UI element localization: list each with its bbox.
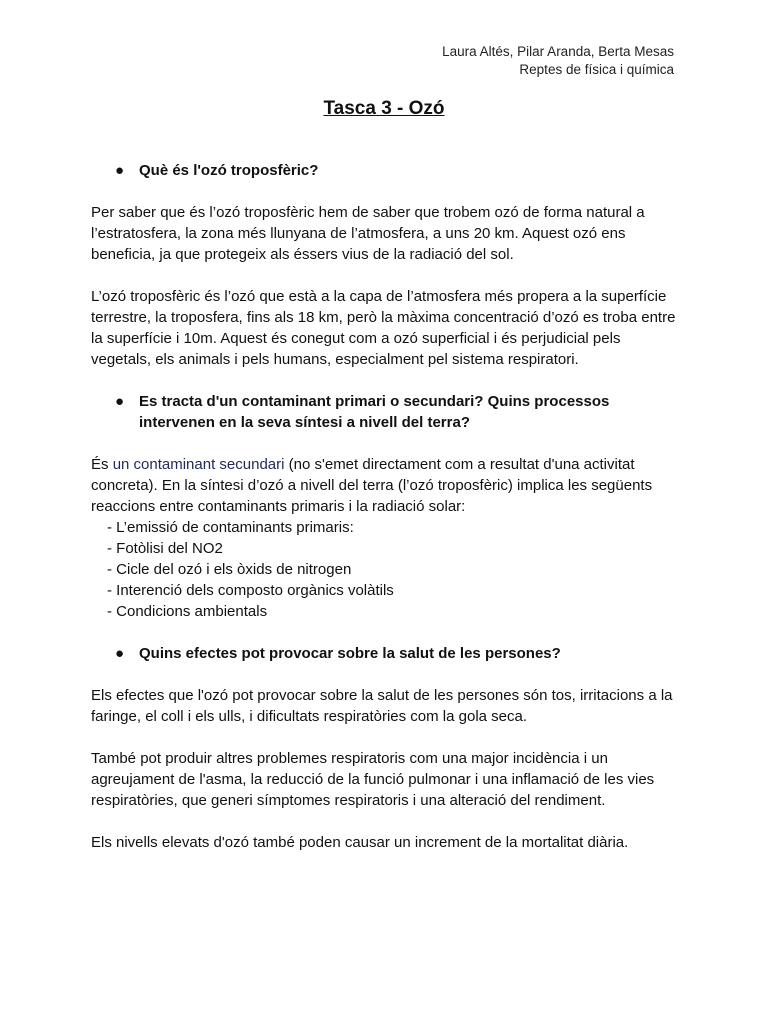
reaction-list: [91, 517, 681, 622]
section-2-answer: [91, 454, 681, 517]
section-3-paragraph-2: També pot produir altres problemes respiratoris com una major incidència i un agreujament de l'asma, la reducció de la funció pulmonar i una inflamació de les vies respiratòries, que generi símptomes respiratoris i una alteració del rendiment.: [91, 750, 655, 809]
list-item: - Condicions ambientals: [107, 603, 268, 620]
answer-link[interactable]: un contaminant secundari: [112, 456, 285, 473]
list-item: - Interenció dels composto orgànics volàtils: [107, 582, 394, 599]
list-item: - Cicle del ozó i els òxids de nitrogen: [107, 561, 352, 578]
bullet-icon: ●: [115, 645, 125, 662]
answer-prefix: És: [91, 456, 113, 473]
question-2: [91, 391, 681, 433]
question-1-text: Què és l'ozó troposfèric?: [139, 162, 319, 179]
section-3-paragraph-1: Els efectes que l'ozó pot provocar sobre la salut de les persones són tos, irritacions a la faringe, el coll i els ulls, i dificultats respiratòries com la gola seca.: [91, 687, 673, 725]
section-3-paragraph-3: Els nivells elevats d'ozó també poden causar un increment de la mortalitat diària.: [91, 834, 629, 851]
list-item: - L’emissió de contaminants primaris:: [107, 519, 354, 536]
header-authors: Laura Altés, Pilar Aranda, Berta Mesas: [442, 44, 674, 59]
question-1: [91, 160, 681, 181]
question-3-text: Quins efectes pot provocar sobre la salut de les persones?: [139, 645, 561, 662]
header-course: Reptes de física i química: [519, 62, 674, 77]
bullet-icon: ●: [115, 162, 125, 179]
document-body: [91, 160, 681, 853]
question-3: [91, 643, 681, 664]
section-1-paragraph-1: Per saber que és l’ozó troposfèric hem de saber que trobem ozó de forma natural a l’estratosfera, la zona més llunyana de l’atmosfera, a uns 20 km. Aquest ozó ens beneficia, ja que protegeix als éssers vius de la radiació del sol.: [91, 204, 645, 263]
answer-rest: (no s'emet directament com a resultat d'una activitat concreta). En la síntesi d’ozó a nivell del terra (l’ozó troposfèric) implica les següents reaccions entre contaminants primaris i la radiació solar:: [91, 456, 653, 515]
question-2-text: Es tracta d'un contaminant primari o secundari? Quins processos intervenen en la seva síntesi a nivell del terra?: [139, 393, 610, 431]
list-item: - Fotòlisi del NO2: [107, 540, 223, 557]
document-header: [442, 43, 674, 79]
bullet-icon: ●: [115, 393, 125, 410]
section-1-paragraph-2: L’ozó troposfèric és l’ozó que està a la capa de l’atmosfera més propera a la superfície terrestre, la troposfera, fins als 18 km, però la màxima concentració d’ozó es troba entre la superfície i 10m. Aquest és conegut com a ozó superficial i és perjudicial pels vegetals, els animals i pels humans, especialment pel sistema respiratori.: [91, 288, 676, 368]
page-title: Tasca 3 - Ozó: [323, 98, 445, 119]
